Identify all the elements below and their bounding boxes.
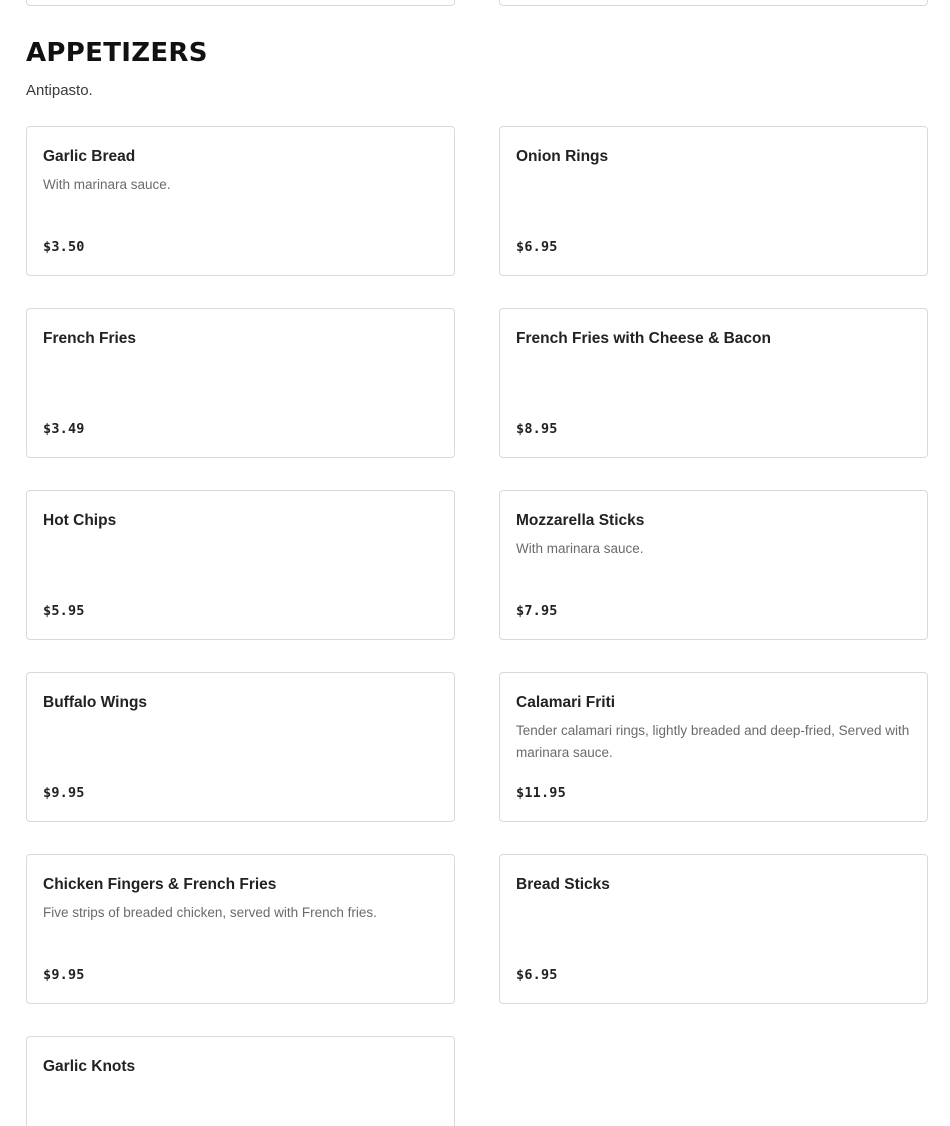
item-name: Mozzarella Sticks xyxy=(516,512,645,529)
menu-item-card[interactable] xyxy=(499,126,928,276)
menu-item-card[interactable] xyxy=(499,854,928,1004)
item-price: $3.50 xyxy=(43,239,85,255)
previous-section-card[interactable] xyxy=(26,0,455,6)
item-price: $3.49 xyxy=(43,421,85,437)
item-name: Hot Chips xyxy=(43,512,117,529)
menu-item-card[interactable] xyxy=(26,490,455,640)
item-name: Bread Sticks xyxy=(516,876,610,893)
item-price: $9.95 xyxy=(43,967,85,983)
item-price: $5.95 xyxy=(43,603,85,619)
item-name: French Fries with Cheese & Bacon xyxy=(516,330,771,347)
item-price: $9.95 xyxy=(43,785,85,801)
item-name: Chicken Fingers & French Fries xyxy=(43,876,277,893)
menu-item-card[interactable] xyxy=(499,490,928,640)
item-name: Buffalo Wings xyxy=(43,694,148,711)
previous-section-card[interactable] xyxy=(499,0,928,6)
menu-item-card[interactable] xyxy=(26,126,455,276)
section-subtitle: Antipasto. xyxy=(26,82,93,99)
menu-item-card[interactable] xyxy=(499,308,928,458)
item-price: $8.95 xyxy=(516,421,558,437)
item-price: $6.95 xyxy=(516,239,558,255)
item-name: Garlic Bread xyxy=(43,148,136,165)
menu-item-card[interactable] xyxy=(499,672,928,822)
item-price: $7.95 xyxy=(516,603,558,619)
item-name: French Fries xyxy=(43,330,137,347)
menu-item-card[interactable] xyxy=(26,1036,455,1126)
menu-item-card[interactable] xyxy=(26,854,455,1004)
item-description: With marinara sauce. xyxy=(516,541,644,556)
item-description: Tender calamari rings, lightly breaded and deep-fried, Served with marinara sauce. xyxy=(516,723,910,760)
menu-items-grid xyxy=(26,126,928,1126)
item-name: Garlic Knots xyxy=(43,1058,136,1075)
item-name: Onion Rings xyxy=(516,148,609,165)
item-description: Five strips of breaded chicken, served with French fries. xyxy=(43,905,377,920)
item-description: With marinara sauce. xyxy=(43,177,171,192)
item-price: $6.95 xyxy=(516,967,558,983)
menu-item-card[interactable] xyxy=(26,308,455,458)
item-name: Calamari Friti xyxy=(516,694,616,711)
menu-item-card[interactable] xyxy=(26,672,455,822)
section-title: APPETIZERS xyxy=(26,38,208,68)
item-price: $11.95 xyxy=(516,785,566,801)
